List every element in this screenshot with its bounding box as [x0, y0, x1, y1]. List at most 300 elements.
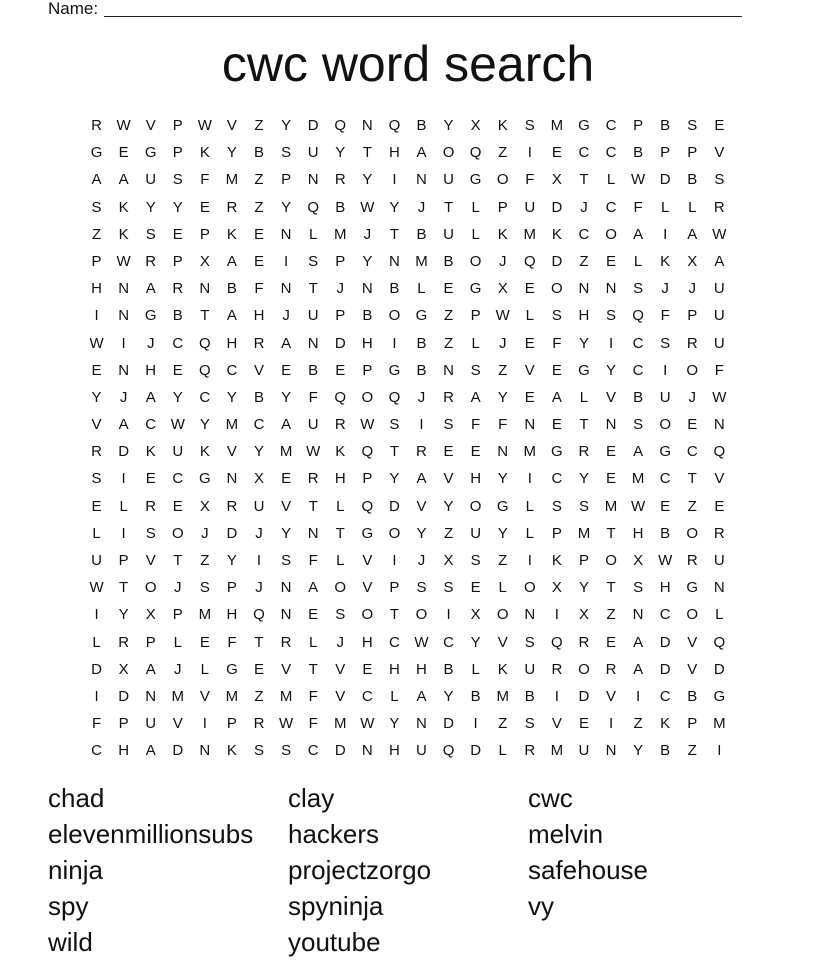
- grid-cell: S: [687, 117, 698, 134]
- grid-cell: I: [473, 715, 478, 733]
- grid-cell: Z: [443, 334, 454, 352]
- grid-cell: P: [145, 633, 156, 651]
- grid-cell: X: [199, 252, 210, 270]
- grid-cell: V: [714, 470, 725, 488]
- grid-cell: M: [279, 687, 293, 705]
- grid-cell: C: [307, 742, 319, 760]
- grid-cell: T: [362, 144, 372, 162]
- grid-cell: J: [498, 334, 507, 352]
- grid-cell: N: [497, 443, 509, 461]
- grid-cell: B: [335, 198, 346, 216]
- grid-cell: C: [226, 361, 238, 379]
- grid-cell: D: [551, 198, 563, 216]
- grid-cell: S: [470, 361, 481, 379]
- grid-cell: I: [121, 524, 126, 542]
- grid-cell: G: [469, 280, 482, 298]
- grid-cell: V: [335, 660, 346, 678]
- grid-cell: G: [415, 307, 428, 325]
- grid-cell: E: [199, 198, 210, 216]
- grid-cell: T: [579, 171, 589, 189]
- grid-cell: J: [255, 579, 263, 597]
- grid-cell: V: [606, 388, 617, 406]
- grid-cell: D: [551, 252, 563, 270]
- grid-cell: J: [336, 633, 344, 651]
- grid-cell: U: [524, 198, 536, 216]
- grid-cell: V: [606, 687, 617, 705]
- grid-cell: Q: [523, 252, 536, 270]
- grid-cell: F: [633, 198, 643, 216]
- grid-cell: A: [470, 388, 481, 406]
- grid-row: [83, 221, 733, 248]
- grid-cell: A: [145, 660, 156, 678]
- grid-cell: L: [471, 225, 480, 243]
- grid-cell: G: [659, 443, 672, 461]
- grid-cell: W: [279, 715, 294, 733]
- grid-cell: I: [608, 715, 614, 733]
- grid-cell: S: [633, 579, 644, 597]
- grid-cell: X: [633, 552, 644, 569]
- grid-cell: W: [116, 117, 131, 134]
- grid-cell: R: [91, 443, 102, 461]
- grid-cell: W: [89, 334, 104, 352]
- name-label: Name:: [48, 0, 99, 18]
- grid-cell: F: [308, 715, 318, 733]
- grid-cell: S: [308, 252, 319, 270]
- grid-cell: V: [145, 117, 156, 134]
- grid-cell: G: [144, 307, 157, 325]
- grid-cell: Q: [253, 606, 265, 624]
- name-underline: [104, 16, 742, 17]
- grid-cell: Q: [334, 388, 347, 406]
- grid-cell: L: [471, 198, 480, 216]
- grid-cell: I: [256, 552, 262, 569]
- grid-cell: O: [361, 388, 374, 406]
- grid-cell: P: [118, 715, 129, 733]
- grid-cell: B: [633, 144, 644, 162]
- grid-cell: G: [686, 579, 699, 597]
- grid-cell: G: [496, 497, 509, 515]
- grid-cell: V: [443, 470, 454, 488]
- grid-row: [83, 112, 733, 139]
- grid-cell: D: [713, 660, 725, 678]
- grid-cell: B: [687, 687, 698, 705]
- word-list-item: [528, 924, 768, 960]
- grid-cell: F: [498, 416, 508, 434]
- grid-cell: A: [714, 252, 725, 270]
- grid-cell: S: [389, 416, 400, 434]
- grid-cell: K: [226, 225, 237, 243]
- grid-cell: N: [713, 416, 725, 434]
- grid-cell: R: [145, 252, 157, 270]
- grid-cell: N: [280, 225, 292, 243]
- grid-cell: P: [551, 524, 562, 542]
- grid-cell: U: [145, 715, 157, 733]
- grid-cell: Q: [199, 334, 211, 352]
- grid-cell: N: [307, 171, 319, 189]
- grid-cell: R: [578, 633, 590, 651]
- grid-cell: J: [255, 524, 263, 542]
- grid-cell: Z: [498, 715, 508, 733]
- grid-cell: Y: [470, 633, 481, 651]
- grid-cell: I: [419, 416, 424, 434]
- grid-cell: B: [416, 334, 427, 352]
- grid-cell: C: [659, 687, 671, 705]
- grid-cell: U: [172, 443, 184, 461]
- grid-cell: E: [281, 470, 292, 488]
- grid-cell: O: [469, 497, 482, 515]
- grid-cell: L: [471, 334, 480, 352]
- grid-cell: B: [226, 280, 237, 298]
- grid-cell: S: [551, 307, 562, 325]
- grid-cell: S: [524, 715, 535, 733]
- grid-cell: Y: [226, 144, 237, 162]
- grid-cell: O: [361, 606, 374, 624]
- grid-cell: A: [118, 416, 129, 434]
- grid-cell: R: [226, 198, 238, 216]
- grid-cell: Z: [687, 497, 697, 515]
- grid-cell: B: [443, 252, 454, 270]
- grid-cell: V: [226, 117, 237, 134]
- grid-cell: B: [416, 117, 427, 134]
- grid-cell: N: [118, 280, 130, 298]
- grid-cell: S: [660, 334, 671, 352]
- grid-cell: O: [496, 606, 509, 624]
- grid-cell: N: [280, 579, 292, 597]
- grid-cell: G: [551, 443, 563, 461]
- grid-cell: K: [497, 225, 508, 243]
- grid-cell: R: [253, 334, 265, 352]
- grid-cell: C: [199, 388, 211, 406]
- grid-cell: B: [660, 117, 671, 134]
- grid-cell: E: [660, 497, 671, 515]
- word-list-item: spy: [48, 891, 89, 921]
- grid-row: [83, 737, 733, 764]
- grid-cell: Z: [498, 552, 508, 569]
- grid-cell: A: [416, 687, 427, 705]
- grid-cell: K: [199, 144, 210, 162]
- grid-cell: U: [578, 742, 590, 760]
- grid-cell: K: [551, 225, 562, 243]
- grid-cell: Y: [254, 443, 265, 461]
- grid-cell: D: [226, 524, 238, 542]
- name-field-row: [48, 0, 748, 20]
- grid-cell: A: [226, 252, 237, 270]
- grid-cell: N: [416, 715, 427, 733]
- grid-cell: P: [633, 117, 644, 134]
- grid-cell: I: [527, 144, 532, 162]
- word-list-item: cwc: [528, 783, 573, 813]
- grid-cell: N: [199, 742, 211, 760]
- grid-cell: G: [199, 470, 211, 488]
- grid-cell: Y: [335, 144, 346, 162]
- grid-cell: I: [94, 307, 99, 325]
- grid-cell: R: [524, 742, 536, 760]
- grid-cell: Y: [91, 388, 102, 406]
- grid-cell: U: [307, 416, 319, 434]
- grid-cell: L: [471, 660, 480, 678]
- grid-cell: L: [525, 307, 534, 325]
- word-list: [48, 780, 788, 960]
- grid-cell: G: [578, 117, 590, 134]
- grid-cell: S: [578, 497, 589, 515]
- grid-cell: P: [578, 552, 589, 569]
- grid-cell: E: [254, 225, 265, 243]
- grid-cell: H: [388, 742, 400, 760]
- grid-cell: W: [712, 388, 727, 406]
- grid-cell: O: [523, 579, 536, 597]
- grid-cell: S: [714, 171, 725, 189]
- grid-cell: P: [91, 252, 102, 270]
- grid-cell: Z: [91, 225, 102, 243]
- grid-row: [83, 194, 733, 221]
- grid-cell: E: [199, 633, 210, 651]
- grid-cell: C: [551, 470, 563, 488]
- grid-cell: Q: [632, 307, 644, 325]
- grid-cell: P: [660, 144, 671, 162]
- grid-cell: X: [145, 606, 156, 624]
- grid-cell: X: [578, 606, 589, 624]
- grid-cell: A: [416, 144, 427, 162]
- grid-cell: R: [226, 497, 238, 515]
- grid-cell: L: [173, 633, 182, 651]
- grid-cell: Y: [281, 117, 292, 134]
- grid-cell: Z: [443, 307, 454, 325]
- grid-cell: M: [171, 687, 185, 705]
- grid-cell: O: [144, 579, 157, 597]
- grid-cell: J: [336, 280, 344, 298]
- grid-cell: G: [469, 171, 482, 189]
- grid-cell: E: [254, 252, 265, 270]
- grid-cell: Y: [172, 388, 183, 406]
- grid-cell: L: [498, 742, 507, 760]
- grid-cell: J: [174, 660, 182, 678]
- grid-cell: Y: [281, 524, 292, 542]
- grid-cell: A: [145, 280, 156, 298]
- grid-cell: T: [308, 660, 318, 678]
- grid-cell: J: [201, 524, 209, 542]
- grid-cell: R: [416, 443, 427, 461]
- grid-cell: M: [415, 252, 428, 270]
- grid-cell: O: [605, 225, 617, 243]
- grid-cell: R: [686, 334, 698, 352]
- grid-cell: P: [362, 361, 373, 379]
- grid-cell: O: [442, 144, 455, 162]
- grid-cell: N: [280, 606, 292, 624]
- grid-cell: M: [713, 715, 726, 733]
- grid-cell: X: [551, 171, 562, 189]
- grid-cell: P: [470, 307, 481, 325]
- grid-cell: E: [606, 470, 617, 488]
- grid-cell: R: [713, 524, 725, 542]
- grid-cell: Y: [389, 715, 400, 733]
- grid-cell: J: [661, 280, 669, 298]
- word-list-row: [48, 924, 788, 960]
- grid-cell: I: [121, 334, 126, 352]
- grid-cell: U: [307, 144, 319, 162]
- grid-row: [83, 166, 733, 193]
- grid-cell: E: [578, 715, 589, 733]
- grid-cell: C: [172, 470, 184, 488]
- grid-cell: K: [145, 443, 156, 461]
- grid-cell: W: [89, 579, 104, 597]
- grid-cell: A: [91, 171, 102, 189]
- grid-cell: H: [388, 144, 400, 162]
- grid-cell: E: [714, 117, 725, 134]
- grid-cell: T: [173, 552, 183, 569]
- grid-cell: Z: [633, 715, 643, 733]
- word-list-item: wild: [48, 927, 93, 957]
- word-list-item: youtube: [288, 927, 381, 957]
- grid-cell: V: [281, 497, 292, 515]
- grid-cell: M: [279, 443, 293, 461]
- grid-cell: N: [713, 579, 725, 597]
- grid-cell: U: [253, 497, 265, 515]
- grid-row: [83, 547, 733, 574]
- grid-cell: M: [225, 416, 239, 434]
- grid-cell: N: [605, 280, 617, 298]
- grid-cell: E: [524, 388, 535, 406]
- grid-cell: M: [631, 470, 645, 488]
- grid-cell: Y: [497, 470, 508, 488]
- grid-cell: M: [550, 742, 564, 760]
- grid-cell: H: [659, 579, 671, 597]
- grid-cell: Z: [443, 524, 454, 542]
- grid-cell: N: [388, 252, 400, 270]
- grid-cell: V: [524, 361, 535, 379]
- grid-cell: I: [392, 334, 397, 352]
- grid-cell: A: [416, 470, 427, 488]
- grid-cell: I: [636, 687, 641, 705]
- grid-row: [83, 710, 733, 737]
- grid-cell: T: [687, 470, 697, 488]
- grid-cell: H: [118, 742, 130, 760]
- grid-cell: D: [659, 633, 671, 651]
- grid-cell: I: [527, 470, 532, 488]
- grid-cell: R: [118, 633, 130, 651]
- grid-cell: P: [687, 307, 698, 325]
- grid-cell: T: [335, 524, 345, 542]
- grid-cell: P: [389, 579, 400, 597]
- grid-cell: N: [578, 280, 590, 298]
- grid-cell: A: [281, 416, 292, 434]
- grid-cell: M: [225, 687, 239, 705]
- grid-cell: U: [145, 171, 157, 189]
- grid-cell: C: [578, 144, 590, 162]
- grid-cell: E: [606, 633, 617, 651]
- grid-cell: A: [633, 633, 644, 651]
- grid-cell: J: [146, 334, 155, 352]
- grid-cell: Z: [254, 117, 264, 134]
- grid-cell: T: [389, 225, 399, 243]
- grid-cell: F: [471, 416, 481, 434]
- grid-cell: E: [714, 497, 725, 515]
- page-title: cwc word search: [221, 36, 595, 92]
- grid-cell: O: [578, 660, 590, 678]
- grid-cell: R: [686, 552, 698, 569]
- grid-cell: P: [362, 470, 373, 488]
- grid-cell: E: [443, 443, 454, 461]
- grid-cell: E: [606, 443, 617, 461]
- grid-cell: X: [551, 579, 562, 597]
- grid-cell: L: [336, 497, 345, 515]
- grid-cell: N: [524, 416, 536, 434]
- grid-cell: C: [145, 416, 157, 434]
- grid-cell: K: [199, 443, 210, 461]
- grid-cell: K: [497, 117, 508, 134]
- grid-cell: H: [632, 524, 644, 542]
- grid-cell: X: [470, 117, 481, 134]
- grid-cell: Q: [388, 117, 401, 134]
- grid-cell: V: [254, 361, 265, 379]
- grid-cell: T: [308, 280, 318, 298]
- grid-cell: D: [443, 715, 454, 733]
- grid-cell: R: [334, 171, 346, 189]
- grid-cell: V: [551, 715, 562, 733]
- grid-cell: Q: [713, 633, 726, 651]
- grid-row: [83, 629, 733, 656]
- grid-cell: U: [524, 660, 536, 678]
- grid-cell: N: [307, 524, 319, 542]
- grid-cell: R: [91, 117, 102, 134]
- grid-cell: H: [388, 660, 400, 678]
- grid-cell: P: [172, 117, 183, 134]
- grid-cell: C: [578, 225, 590, 243]
- grid-cell: S: [443, 416, 454, 434]
- grid-cell: O: [605, 552, 617, 569]
- grid-cell: M: [333, 225, 347, 243]
- grid-cell: W: [495, 307, 510, 325]
- grid-cell: Q: [307, 198, 319, 216]
- grid-cell: G: [713, 687, 726, 705]
- grid-cell: R: [145, 497, 157, 515]
- grid-cell: I: [554, 687, 559, 705]
- word-list-item: elevenmillionsubs: [48, 819, 254, 849]
- grid-cell: K: [118, 198, 129, 216]
- grid-cell: S: [199, 579, 210, 597]
- grid-cell: L: [661, 198, 670, 216]
- grid-cell: Q: [334, 117, 347, 134]
- grid-cell: W: [197, 117, 212, 134]
- grid-cell: G: [144, 144, 157, 162]
- word-list-item: melvin: [528, 819, 604, 849]
- grid-cell: T: [389, 606, 399, 624]
- grid-cell: R: [443, 388, 454, 406]
- grid-cell: B: [416, 361, 427, 379]
- grid-cell: O: [415, 606, 428, 624]
- grid-cell: P: [335, 307, 346, 325]
- word-list-item: clay: [288, 783, 335, 813]
- grid-cell: X: [497, 280, 508, 298]
- grid-cell: G: [361, 524, 374, 542]
- grid-cell: O: [334, 579, 347, 597]
- grid-cell: X: [118, 660, 129, 678]
- grid-cell: W: [170, 416, 185, 434]
- grid-row: [83, 601, 733, 628]
- grid-cell: C: [659, 470, 671, 488]
- grid-cell: N: [145, 687, 157, 705]
- grid-cell: V: [714, 144, 725, 162]
- grid-cell: W: [658, 552, 673, 569]
- grid-cell: N: [361, 742, 373, 760]
- grid-cell: C: [605, 144, 617, 162]
- grid-cell: E: [91, 497, 102, 515]
- grid-row: [83, 384, 733, 411]
- grid-cell: D: [307, 117, 319, 134]
- grid-cell: N: [524, 606, 536, 624]
- grid-cell: F: [308, 552, 318, 569]
- grid-cell: Y: [172, 198, 183, 216]
- grid-cell: J: [363, 225, 372, 243]
